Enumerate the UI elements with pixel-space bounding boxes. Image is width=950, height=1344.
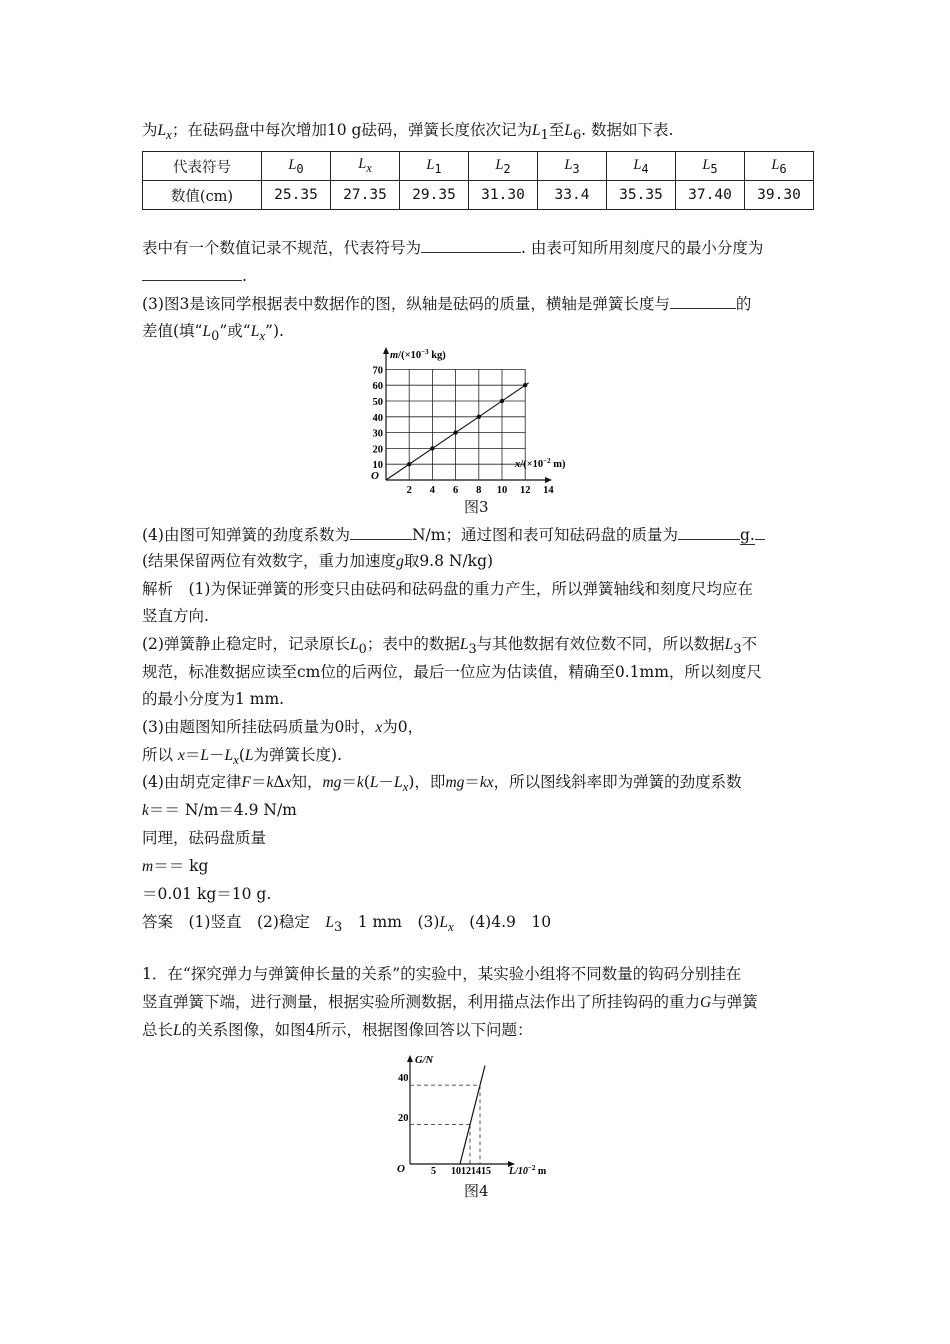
answer-line: 答案 (1)竖直 (2)稳定 $L_3$ 1 mm $(3)L_x$ (4)4.9 10 (142, 913, 552, 936)
y-tick-label: 20 (372, 444, 383, 456)
value-cell: 37.40 (676, 181, 745, 210)
value-cell: 33.4 (538, 181, 607, 210)
answer-blank (678, 525, 740, 540)
x-tick-label: 2 (406, 485, 412, 493)
y-tick-label: 40 (372, 412, 383, 424)
figure-3-origin: O (371, 470, 379, 482)
figure-4-x-ticks-cluster: 10121415 (451, 1166, 491, 1175)
symbol-cell: $L_0$ (262, 152, 331, 181)
x-tick-label: 6 (452, 485, 459, 493)
figure-4-y-tick-40: 40 (398, 1073, 409, 1084)
data-point (407, 462, 411, 466)
analysis-1: 解析 (1)为保证弹簧的形变只由砝码和砝码盘的重力产生，所以弹簧轴线和刻度尺均应在 (142, 580, 753, 598)
symbol-cell: $L_5$ (676, 152, 745, 181)
figure-4-caption: 图4 (464, 1182, 489, 1200)
row-header-value: 数值(cm) (143, 181, 262, 210)
value-cell: 25.35 (262, 181, 331, 210)
figure-3-y-ticks (373, 365, 384, 471)
question-2-line-b: . (142, 265, 812, 287)
table-row-symbols (143, 152, 814, 181)
x-tick-label: 12 (519, 485, 531, 493)
table-row-values (143, 181, 814, 210)
x-tick-label: 8 (476, 485, 482, 493)
figure-4-y-label: G/N (415, 1055, 434, 1066)
x-tick-label: 14 (543, 485, 554, 493)
figure-3-x-ticks (407, 485, 555, 493)
symbol-cell: $L_x$ (331, 152, 400, 181)
x-tick-label: 4 (429, 485, 436, 493)
data-point (477, 415, 481, 419)
data-point (453, 430, 457, 434)
figure-4-x-tick-5: 5 (431, 1166, 436, 1175)
analysis-6: m＝＝ kg (142, 857, 209, 875)
y-tick-label: 60 (372, 381, 383, 393)
value-cell: 29.35 (400, 181, 469, 210)
analysis-4b: k＝＝ N/m＝4.9 N/m (142, 801, 297, 819)
answer-blank (142, 266, 242, 281)
y-tick-label: 50 (372, 397, 383, 408)
y-tick-label: 70 (372, 365, 383, 377)
figure-4-y-arrow (407, 1055, 413, 1062)
x-tick-label: 10 (496, 485, 508, 493)
symbol-cell: $L_4$ (607, 152, 676, 181)
figure-3-chart (365, 345, 595, 493)
analysis-2: (2)弹簧静止稳定时，记录原长$L_0$；表中的数据$L_3$与其他数据有效位数不同，所以数据$L_3$不 (142, 635, 758, 658)
question-4-note: (结果保留两位有效数字，重力加速度g取9.8 N/kg) (142, 552, 494, 570)
value-cell: 35.35 (607, 181, 676, 210)
symbol-cell: $L_2$ (469, 152, 538, 181)
figure-3-y-label: $m/(\times 10^{-3}$ kg) (390, 348, 446, 361)
question-3-line: (3)图3是该同学根据表中数据作的图，纵轴是砝码的质量，横轴是弹簧长度与 的 (142, 295, 752, 313)
analysis-3b: 所以 $x=L-L_x(L$为弹簧长度). (142, 746, 343, 768)
y-tick-label: 10 (372, 460, 383, 472)
symbol-cell: $L_6$ (745, 152, 814, 181)
question-4-line: (4)由图可知弹簧的劲度系数为 N/m；通过图和表可知砝码盘的质量为 g. (142, 524, 812, 546)
answer-blank (421, 238, 521, 253)
analysis-1b: 竖直方向. (142, 607, 209, 625)
figure-3-x-label: $x/(\times 10^{-2}$ m) (515, 457, 566, 470)
data-point (500, 399, 504, 403)
intro-line: 为$L_x$；在砝码盘中每次增加10 g砝码，弹簧长度依次记为$L_1$至$L_6$. 数据如下表. (142, 121, 674, 144)
answer-blank (350, 525, 412, 540)
data-point (523, 383, 527, 387)
analysis-7: ＝0.01 kg＝10 g. (142, 885, 272, 903)
question-3-line-b: 差值(填“$L_0$”或“$L_x$”). (142, 322, 284, 345)
figure-3-x-arrow (545, 477, 552, 483)
analysis-2c: 的最小分度为1 mm. (142, 690, 285, 708)
analysis-4: (4)由胡克定律F＝kΔx知，$mg=k(L-L_x)$，即mg＝kx，所以图线斜率即为弹簧的劲度系数 (142, 773, 742, 795)
row-header-symbol: 代表符号 (143, 152, 262, 181)
data-point (430, 446, 434, 450)
figure-3-grid (386, 369, 525, 480)
symbol-cell: $L_3$ (538, 152, 607, 181)
value-cell: 31.30 (469, 181, 538, 210)
figure-4-chart (393, 1050, 573, 1175)
value-cell: 39.30 (745, 181, 814, 210)
figure-4-x-label: $L/10^{-2}$ m (509, 1164, 547, 1175)
problem-1-line-c: 总长L的关系图像，如图4所示，根据图像回答以下问题： (142, 1021, 533, 1039)
question-2-line: 表中有一个数值记录不规范，代表符号为 . 由表可知所用刻度尺的最小分度为 (142, 239, 764, 257)
analysis-2b: 规范，标准数据应读至cm位的后两位，最后一位应为估读值，精确至0.1mm，所以刻度尺 (142, 663, 762, 681)
problem-1-line-a: 1．在“探究弹力与弹簧伸长量的关系”的实验中，某实验小组将不同数量的钩码分别挂在 (142, 965, 742, 983)
symbol-cell: $L_1$ (400, 152, 469, 181)
figure-4-line (460, 1066, 485, 1165)
value-cell: 27.35 (331, 181, 400, 210)
answer-blank (670, 294, 736, 309)
analysis-5: 同理，砝码盘质量 (142, 829, 267, 847)
figure-4-y-tick-20: 20 (398, 1113, 409, 1124)
problem-1-line-b: 竖直弹簧下端，进行测量，根据实验所测数据，利用描点法作出了所挂钩码的重力G与弹簧 (142, 993, 758, 1011)
figure-3-caption: 图3 (464, 498, 489, 516)
data-table (142, 151, 814, 210)
y-tick-label: 30 (372, 428, 383, 440)
figure-3-y-arrow (383, 347, 389, 354)
figure-4-origin: O (397, 1163, 405, 1175)
analysis-3: (3)由题图知所挂砝码质量为0时，x为0， (142, 718, 424, 736)
